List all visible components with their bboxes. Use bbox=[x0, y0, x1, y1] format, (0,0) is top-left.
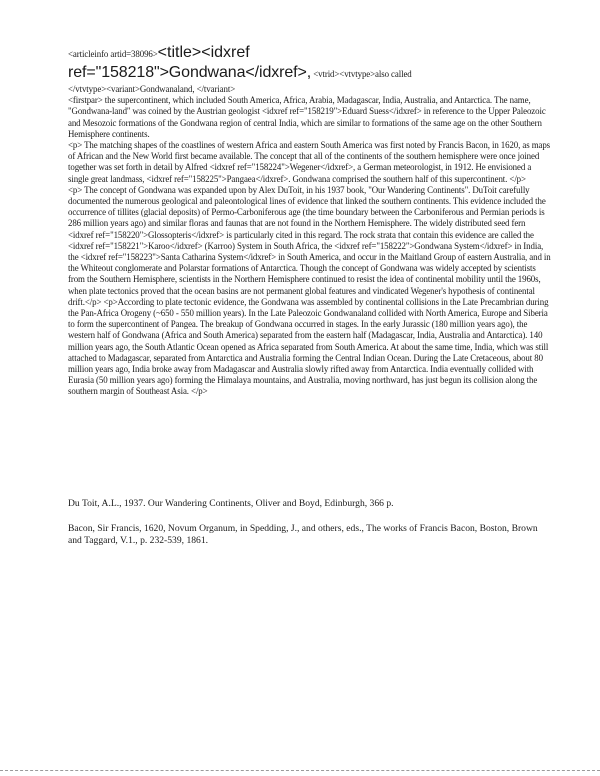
paragraph-coastlines: <p> The matching shapes of the coastlines of western Africa and eastern South America was first noted by Francis Bacon, in 1620, as maps of African and the New World first became available. The concept that all of the continents of the southern hemisphere were once joined together was set forth in detail by Alfred <idxref ref="158224">Wegener</idxref>, a German meteorologist, in 1912. He envisioned a single great landmass, <idxref ref="158225">Pangaea</idxref>. Gondwana comprised the southern half of this supercontinent. </p> bbox=[68, 140, 551, 184]
references bbox=[68, 498, 552, 560]
variant-line: </vtvtype><variant>Gondwanaland, </tvariant> bbox=[68, 84, 236, 94]
reference-item: Bacon, Sir Francis, 1620, Novum Organum, in Spedding, J., and others, eds., The works of Francis Bacon, Boston, Brown and Taggard, V.1., p. 232-539, 1861. bbox=[68, 522, 538, 546]
scan-edge-divider bbox=[0, 770, 600, 772]
article-body bbox=[68, 44, 552, 398]
vtrid-tag: <vtrid><vtvtype>also called bbox=[311, 69, 412, 79]
title-tag-large: <title><idxref bbox=[157, 44, 250, 61]
gondwana-title: ref="158218">Gondwana</idxref>, bbox=[68, 64, 312, 81]
reference-item: Du Toit, A.L., 1937. Our Wandering Continents, Oliver and Boyd, Edinburgh, 366 p. bbox=[68, 498, 394, 509]
paragraph-firstpar: <firstpar> the supercontinent, which included South America, Africa, Arabia, Madagascar, India, Australia, and Antarctica. The name, "Gondwana-land" was coined by the Austrian geologist <idxref ref="158219">Eduard Suess</idxref> in reference to the Upper Paleozoic and Mesozoic formations of the Gondwana region of central India, which are similar to formations of the same age on the other Southern Hemisphere continents. bbox=[68, 95, 546, 139]
article-header-line-1 bbox=[68, 44, 552, 63]
article-header-line-2 bbox=[68, 63, 552, 84]
articleinfo-tag: <articleinfo artid=38096> bbox=[68, 49, 158, 59]
paragraph-dutoit: <p> The concept of Gondwana was expanded upon by Alex DuToit, in his 1937 book, "Our Wandering Continents". DuToit carefully documented the numerous geological and paleontological lines of evidence that linked the southern continents. This evidence included the occurrence of tillites (glacial deposits) of Permo-Carboniferous age (the time boundary between the Carboniferous and Permian periods is 286 million years ago) and similar floras and faunas that are not found in the Northern Hemisphere. The widely distributed seed fern <idxref ref="158220">Glossopteris</idxref> is particularly cited in this regard. The rock strata that contain this evidence are called the <idxref ref="158221">Karoo</idxref> (Karroo) System in South Africa, the <idxref ref="158222">Gondwana System</idxref> in India, the <idxref ref="158223">Santa Catharina System</idxref> in South America, and occur in the Maitland Group of eastern Australia, and in the Whiteout conglomerate and Polarstar formations of Antarctica. Though the concept of Gondwana was widely accepted by scientists from the Southern Hemisphere, scientists in the Northern Hemisphere continued to resist the idea of continental mobility until the 1960s, when plate tectonics proved that the ocean basins are not permanent global features and vindicated Wegener's hypothesis of continental drift.</p> <p>According to plate tectonic evidence, the Gondwana was assembled by continental collisions in the Late Precambrian during the Pan-Africa Orogeny (~650 - 550 million years). In the Late Paleozoic Gondwanaland collided with North America, Europe and Siberia to form the supercontinent of Pangea. The breakup of Gondwana occurred in stages. In the early Jurassic (180 million years ago), the western half of Gondwana (Africa and South America) separated from the eastern half (Madagascar, India, Australia and Antarctica). 140 million years ago, the South Atlantic Ocean opened as Africa separated from South America. At about the same time, India, which was still attached to Madagascar, separated from Antarctica and Australia forming the Central Indian Ocean. During the Late Cretaceous, about 80 million years ago, India broke away from Madagascar and Australia slowly rifted away from Antarctica. India eventually collided with Eurasia (50 million years ago) forming the Himalaya mountains, and Australia, moving northward, has just begun its collision along the southern margin of Southeast Asia. </p> bbox=[68, 184, 551, 397]
